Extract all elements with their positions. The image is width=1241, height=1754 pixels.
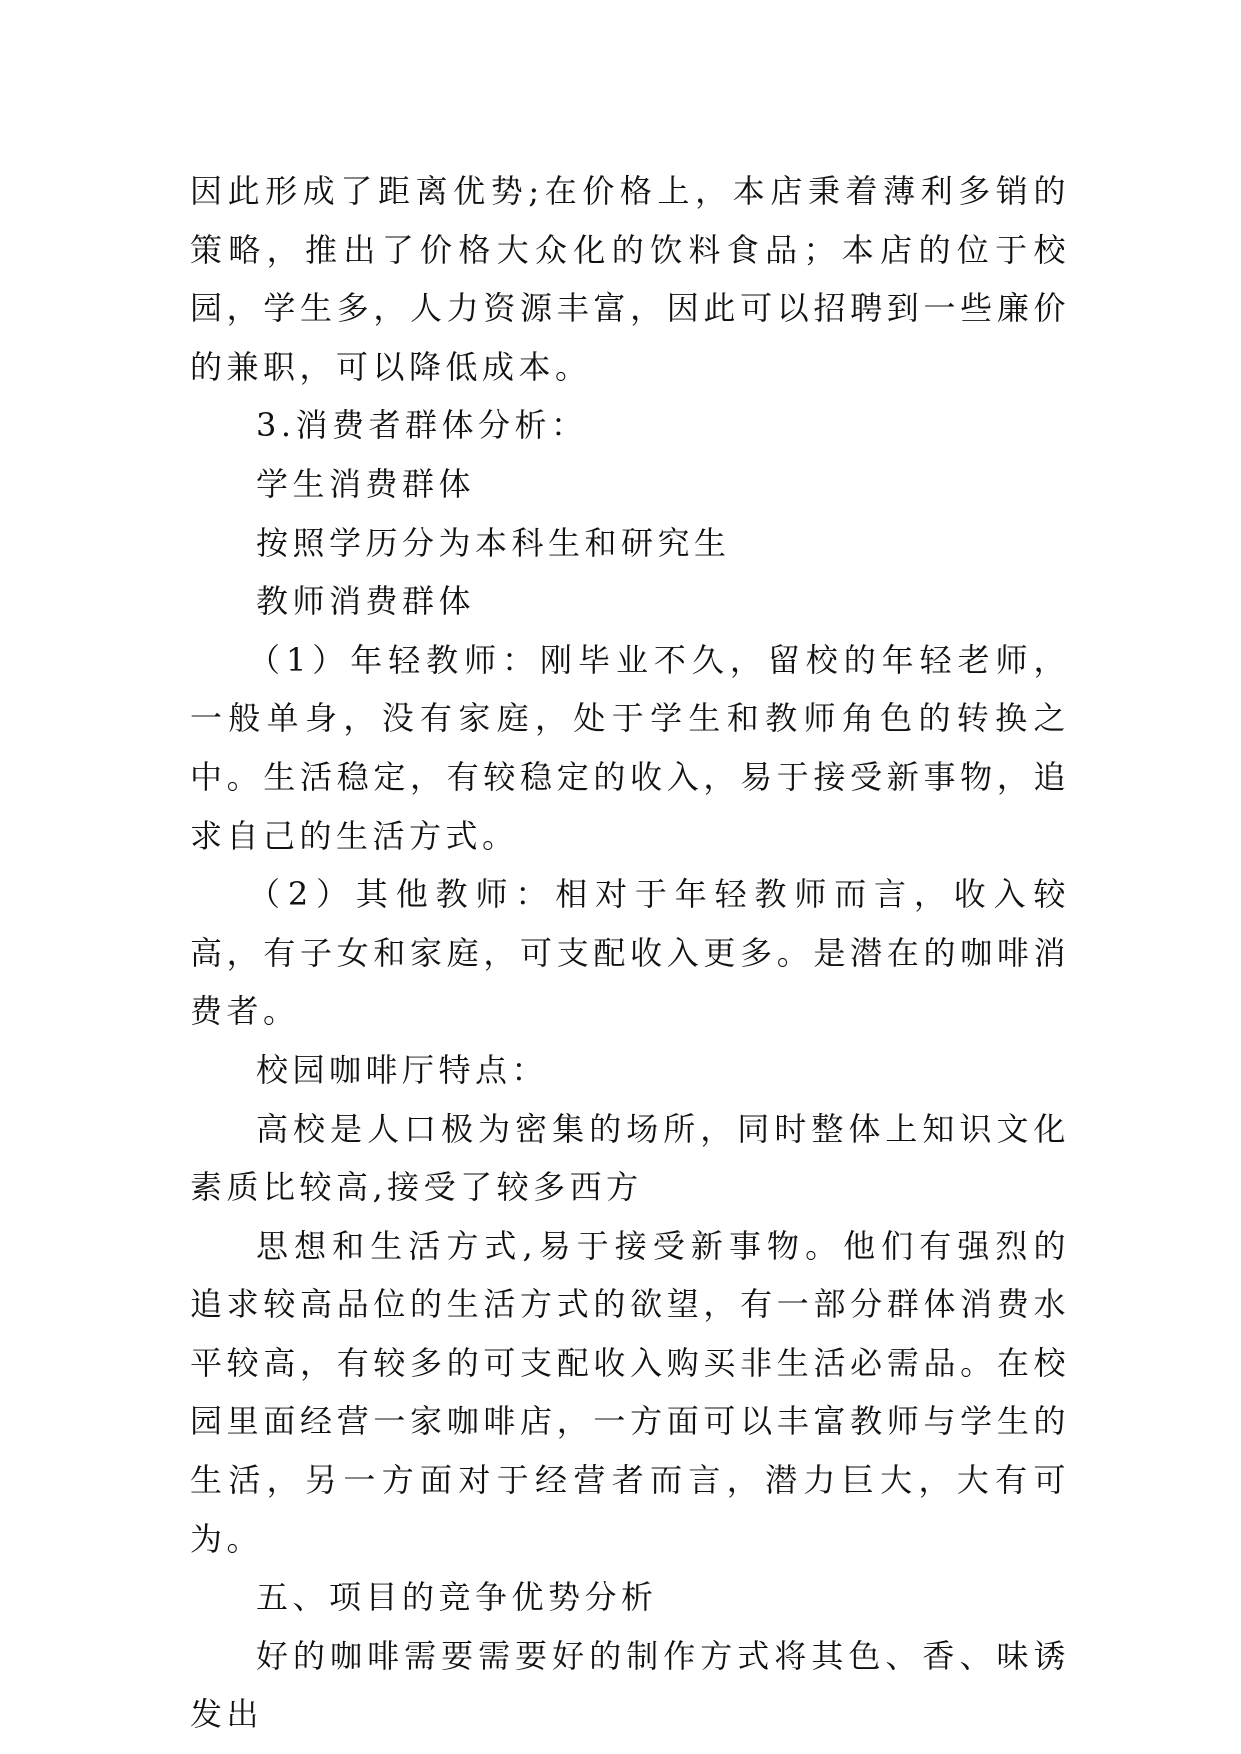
document-body — [190, 162, 1070, 1744]
campus-density-paragraph: 高校是人口极为密集的场所，同时整体上知识文化素质比较高,接受了较多西方 — [190, 1109, 1070, 1207]
section-competitive-advantage-heading: 五、项目的竞争优势分析 — [256, 1578, 658, 1617]
student-group-text: 按照学历分为本科生和研究生 — [256, 523, 731, 562]
campus-cafe-features-heading: 校园咖啡厅特点： — [256, 1050, 549, 1089]
paragraph-distance-advantage: 因此形成了距离优势;在价格上，本店秉着薄利多销的策略，推出了价格大众化的饮料食品；本店的位于校园，学生多，人力资源丰富，因此可以招聘到一些廉价的兼职，可以降低成本。 — [190, 172, 1070, 386]
other-teacher-paragraph: （2）其他教师：相对于年轻教师而言，收入较高，有子女和家庭，可支配收入更多。是潜在的咖啡消费者。 — [190, 875, 1070, 1031]
lifestyle-paragraph: 思想和生活方式,易于接受新事物。他们有强烈的追求较高品位的生活方式的欲望，有一部分群体消费水平较高，有较多的可支配收入购买非生活必需品。在校园里面经营一家咖啡店，一方面可以丰富教师与学生的生活，另一方面对于经营者而言，潜力巨大，大有可为。 — [190, 1226, 1070, 1558]
coffee-preparation-paragraph: 好的咖啡需要需要好的制作方式将其色、香、味诱发出 — [190, 1636, 1070, 1734]
young-teacher-paragraph: （1）年轻教师：刚毕业不久，留校的年轻老师，一般单身，没有家庭，处于学生和教师角色的转换之中。生活稳定，有较稳定的收入，易于接受新事物，追求自己的生活方式。 — [190, 640, 1070, 855]
student-group-heading: 学生消费群体 — [256, 464, 476, 503]
teacher-group-heading: 教师消费群体 — [256, 582, 476, 621]
section-consumer-analysis-heading: 3.消费者群体分析： — [256, 406, 588, 445]
